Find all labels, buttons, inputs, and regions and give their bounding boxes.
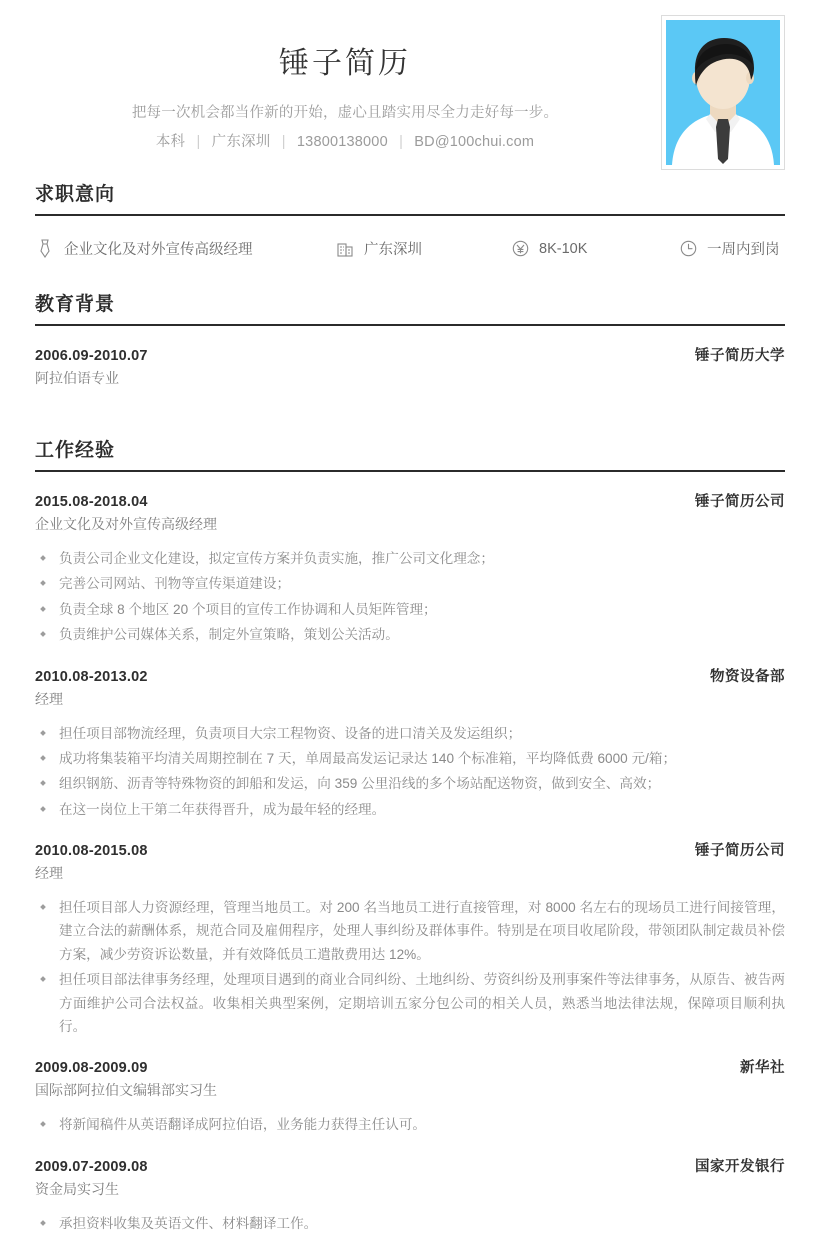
entry-header <box>35 839 785 860</box>
entry-subtitle: 国际部阿拉伯文编辑部实习生 <box>35 1082 217 1099</box>
section-job-intention <box>35 179 785 259</box>
section-title-work: 工作经验 <box>35 440 116 461</box>
section-title-job-intention: 求职意向 <box>35 184 116 205</box>
intent-city <box>335 238 510 259</box>
bullet-item: 承担资料收集及英语文件、材料翻译工作。 <box>35 1212 785 1235</box>
spacer <box>35 415 785 431</box>
entry-date: 2009.08-2009.09 <box>35 1060 148 1077</box>
bullet-item: 成功将集装箱平均清关周期控制在 7 天，单周最高发运记录达 140 个标准箱，平均降低费 6000 元/箱； <box>35 747 785 770</box>
bullet-item: 将新闻稿件从英语翻译成阿拉伯语，业务能力获得主任认可。 <box>35 1113 785 1136</box>
entry-date: 2010.08-2013.02 <box>35 668 148 685</box>
bullet-item: 完善公司网站、刊物等宣传渠道建设； <box>35 572 785 595</box>
avatar-illustration <box>666 20 780 165</box>
intent-salary <box>510 239 678 259</box>
section-divider <box>35 324 785 326</box>
section-divider <box>35 214 785 216</box>
entry-date: 2015.08-2018.04 <box>35 494 148 510</box>
intent-position <box>35 238 335 259</box>
entry-date: 2009.07-2009.08 <box>35 1158 148 1175</box>
entry-organization: 新华社 <box>740 1060 785 1077</box>
intent-salary-label: 8K-10K <box>539 240 588 257</box>
bullet-item: 负责维护公司媒体关系，制定外宣策略，策划公关活动。 <box>35 623 785 646</box>
bullet-item: 在这一岗位上干第二年获得晋升，成为最年轻的经理。 <box>35 798 785 821</box>
entry-header <box>35 1155 785 1176</box>
entry-subtitle: 经理 <box>35 865 63 881</box>
spacer <box>35 389 785 415</box>
entry-organization: 物资设备部 <box>710 668 785 685</box>
section-divider <box>35 470 785 472</box>
section-title-education: 教育背景 <box>35 294 116 315</box>
entry-organization: 国家开发银行 <box>695 1158 785 1175</box>
work-entry <box>35 1056 785 1136</box>
intent-availability-label: 一周内到岗 <box>707 242 780 258</box>
meta-separator: | <box>196 134 201 151</box>
entry-bullet-list <box>35 722 785 822</box>
section-education <box>35 289 785 389</box>
avatar <box>661 15 785 170</box>
meta-separator: | <box>399 134 404 151</box>
work-entry <box>35 490 785 647</box>
meta-separator: | <box>281 134 286 151</box>
entry-bullet-list <box>35 547 785 647</box>
meta-email: BD@100chui.com <box>414 134 535 151</box>
entry-subtitle: 经理 <box>35 690 63 707</box>
clock-icon <box>678 239 698 259</box>
entry-date: 2010.08-2015.08 <box>35 843 148 859</box>
work-entry <box>35 665 785 822</box>
page-title: 锤子简历 <box>279 47 411 80</box>
bullet-item: 负责全球 8 个地区 20 个项目的宣传工作协调和人员矩阵管理； <box>35 598 785 621</box>
avatar-photo <box>666 20 780 165</box>
meta-phone: 13800138000 <box>296 134 388 151</box>
entry-organization: 锤子简历公司 <box>695 843 785 859</box>
spacer <box>35 259 785 285</box>
resume-slogan: 把每一次机会都当作新的开始，虚心且踏实用尽全力走好每一步。 <box>131 105 559 121</box>
bullet-item: 组织钢筋、沥青等特殊物资的卸船和发运，向 359 公里沿线的多个场站配送物资，做到安全、高效； <box>35 772 785 795</box>
entry-bullet-list <box>35 896 785 1038</box>
entry-bullet-list <box>35 1212 785 1235</box>
work-entry <box>35 1155 785 1235</box>
tie-icon <box>35 239 55 259</box>
job-intention-row <box>35 238 785 259</box>
resume-header <box>35 0 785 175</box>
work-entry <box>35 839 785 1038</box>
entry-organization: 锤子简历大学 <box>695 348 785 364</box>
section-work-experience <box>35 435 785 1235</box>
intent-availability <box>678 238 780 259</box>
header-text-block <box>35 20 655 154</box>
meta-education: 本科 <box>155 134 186 151</box>
bullet-item: 担任项目部人力资源经理，管理当地员工。对 200 名当地员工进行直接管理，对 8000 名左右的现场员工进行间接管理，建立合法的薪酬体系，规范合同及雇佣程序，处理人事纠纷及群体事件。特别是在项目收尾阶段，带领团队制定裁员补偿方案，减少劳资诉讼数量，并有效降低员工遣散费用达 12%。 <box>35 896 785 966</box>
entry-subtitle: 阿拉伯语专业 <box>35 370 119 386</box>
entry-header <box>35 490 785 511</box>
entry-organization: 锤子简历公司 <box>695 494 785 510</box>
yuan-icon <box>510 239 530 259</box>
bullet-item: 担任项目部法律事务经理，处理项目遇到的商业合同纠纷、土地纠纷、劳资纠纷及刑事案件等法律事务，从原告、被告两方面维护公司合法权益。收集相关典型案例，定期培训五家分包公司的相关人员，熟悉当地法律法规，保障项目顺利执行。 <box>35 968 785 1038</box>
contact-meta <box>35 131 655 154</box>
meta-location: 广东深圳 <box>211 134 271 151</box>
entry-subtitle: 企业文化及对外宣传高级经理 <box>35 516 217 532</box>
bullet-item: 担任项目部物流经理，负责项目大宗工程物资、设备的进口清关及发运组织； <box>35 722 785 745</box>
building-icon <box>335 239 355 259</box>
entry-header <box>35 665 785 686</box>
entry-header <box>35 1056 785 1077</box>
work-entry-list <box>35 490 785 1235</box>
entry-subtitle: 资金局实习生 <box>35 1180 119 1197</box>
entry-bullet-list <box>35 1113 785 1136</box>
entry-date: 2006.09-2010.07 <box>35 348 148 364</box>
bullet-item: 负责公司企业文化建设，拟定宣传方案并负责实施，推广公司文化理念； <box>35 547 785 570</box>
education-entry <box>35 344 785 389</box>
entry-header <box>35 344 785 365</box>
intent-city-label: 广东深圳 <box>364 242 422 258</box>
intent-position-label: 企业文化及对外宣传高级经理 <box>64 242 253 258</box>
